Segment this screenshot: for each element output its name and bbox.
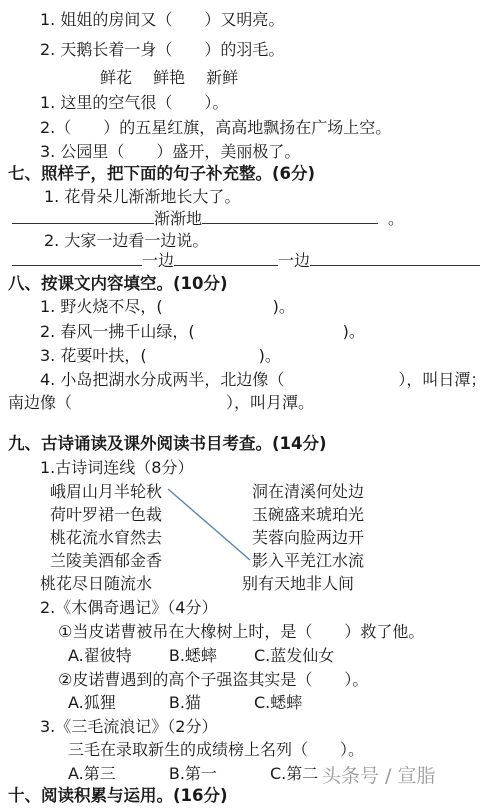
section-8-item-4-cont: 南边像（ ），叫月潭。 xyxy=(8,393,315,412)
item-3-sentence-b: 3. 公园里（ ）盛开，美丽极了。 xyxy=(40,142,301,161)
poem-left-5[interactable]: 桃花尽日随流水 xyxy=(40,574,153,593)
poem-right-3[interactable]: 芙蓉向脸两边开 xyxy=(252,528,365,547)
book-1-q1-options: A.翟彼特 B.蟋蟀 C.蓝发仙女 xyxy=(68,646,335,665)
book-1-question-1: ①当皮诺曹被吊在大橡树上时，是（ ）救了他。 xyxy=(58,622,425,641)
word-options: 鲜花 鲜艳 新鲜 xyxy=(100,68,239,87)
section-10-heading: 十、阅读积累与运用。(16分) xyxy=(8,786,228,805)
item-1-sentence-b: 1. 这里的空气很（ ）。 xyxy=(40,93,229,112)
poem-left-2[interactable]: 荷叶罗裙一色裁 xyxy=(50,505,163,524)
section-7-example-2: 2. 大家一边看一边说。 xyxy=(44,231,209,250)
watermark: 头条号 / 宣脂 xyxy=(322,765,436,787)
poetry-matching-title: 1.古诗词连线（8分） xyxy=(40,458,194,477)
book-1-q2-options: A.狐狸 B.猫 C.蟋蟀 xyxy=(68,693,303,712)
section-7-heading: 七、照样子，把下面的句子补充整。(6分) xyxy=(8,164,316,183)
poem-left-4[interactable]: 兰陵美酒郁金香 xyxy=(50,551,163,570)
book-1-title: 2.《木偶奇遇记》（4分） xyxy=(40,598,218,617)
section-8-item-3: 3. 花要叶扶，( )。 xyxy=(40,346,281,365)
item-1-sentence: 1. 姐姐的房间又（ ）又明亮。 xyxy=(40,10,285,29)
section-8-item-2: 2. 春风一拂千山绿，( )。 xyxy=(40,322,365,341)
poem-right-1[interactable]: 洞在清溪何处边 xyxy=(252,482,365,501)
section-7-example-1: 1. 花骨朵儿渐渐地长大了。 xyxy=(44,187,241,206)
poem-right-2[interactable]: 玉碗盛来琥珀光 xyxy=(252,505,365,524)
book-1-question-2: ②皮诺曹遇到的高个子强盗其实是（ ）。 xyxy=(58,670,369,689)
item-2-sentence: 2. 天鹅长着一身（ ）的羽毛。 xyxy=(40,40,285,59)
poem-right-4[interactable]: 影入平羌江水流 xyxy=(252,551,365,570)
section-8-item-1: 1. 野火烧不尽，( )。 xyxy=(40,297,295,316)
section-8-heading: 八、按课文内容填空。(10分) xyxy=(8,274,228,293)
book-2-title: 3.《三毛流浪记》（2分） xyxy=(40,717,218,736)
poem-right-5[interactable]: 别有天地非人间 xyxy=(242,574,355,593)
section-7-answer-2: 一边 一边 xyxy=(12,250,480,271)
section-9-heading: 九、古诗诵读及课外阅读书目考查。(14分) xyxy=(8,434,327,453)
poem-left-3[interactable]: 桃花流水窅然去 xyxy=(50,528,163,547)
poem-left-1[interactable]: 峨眉山月半轮秋 xyxy=(50,482,163,501)
book-2-options: A.第三 B.第一 C.第二 xyxy=(68,764,319,783)
book-2-question: 三毛在录取新生的成绩榜上名列（ ）。 xyxy=(68,740,365,759)
section-8-item-4: 4. 小岛把湖水分成两半，北边像（ ），叫日潭； xyxy=(40,370,487,389)
item-2-sentence-b: 2.（ ）的五星红旗，高高地飘扬在广场上空。 xyxy=(40,118,392,137)
section-7-answer-1: 渐渐地 。 xyxy=(12,208,404,229)
